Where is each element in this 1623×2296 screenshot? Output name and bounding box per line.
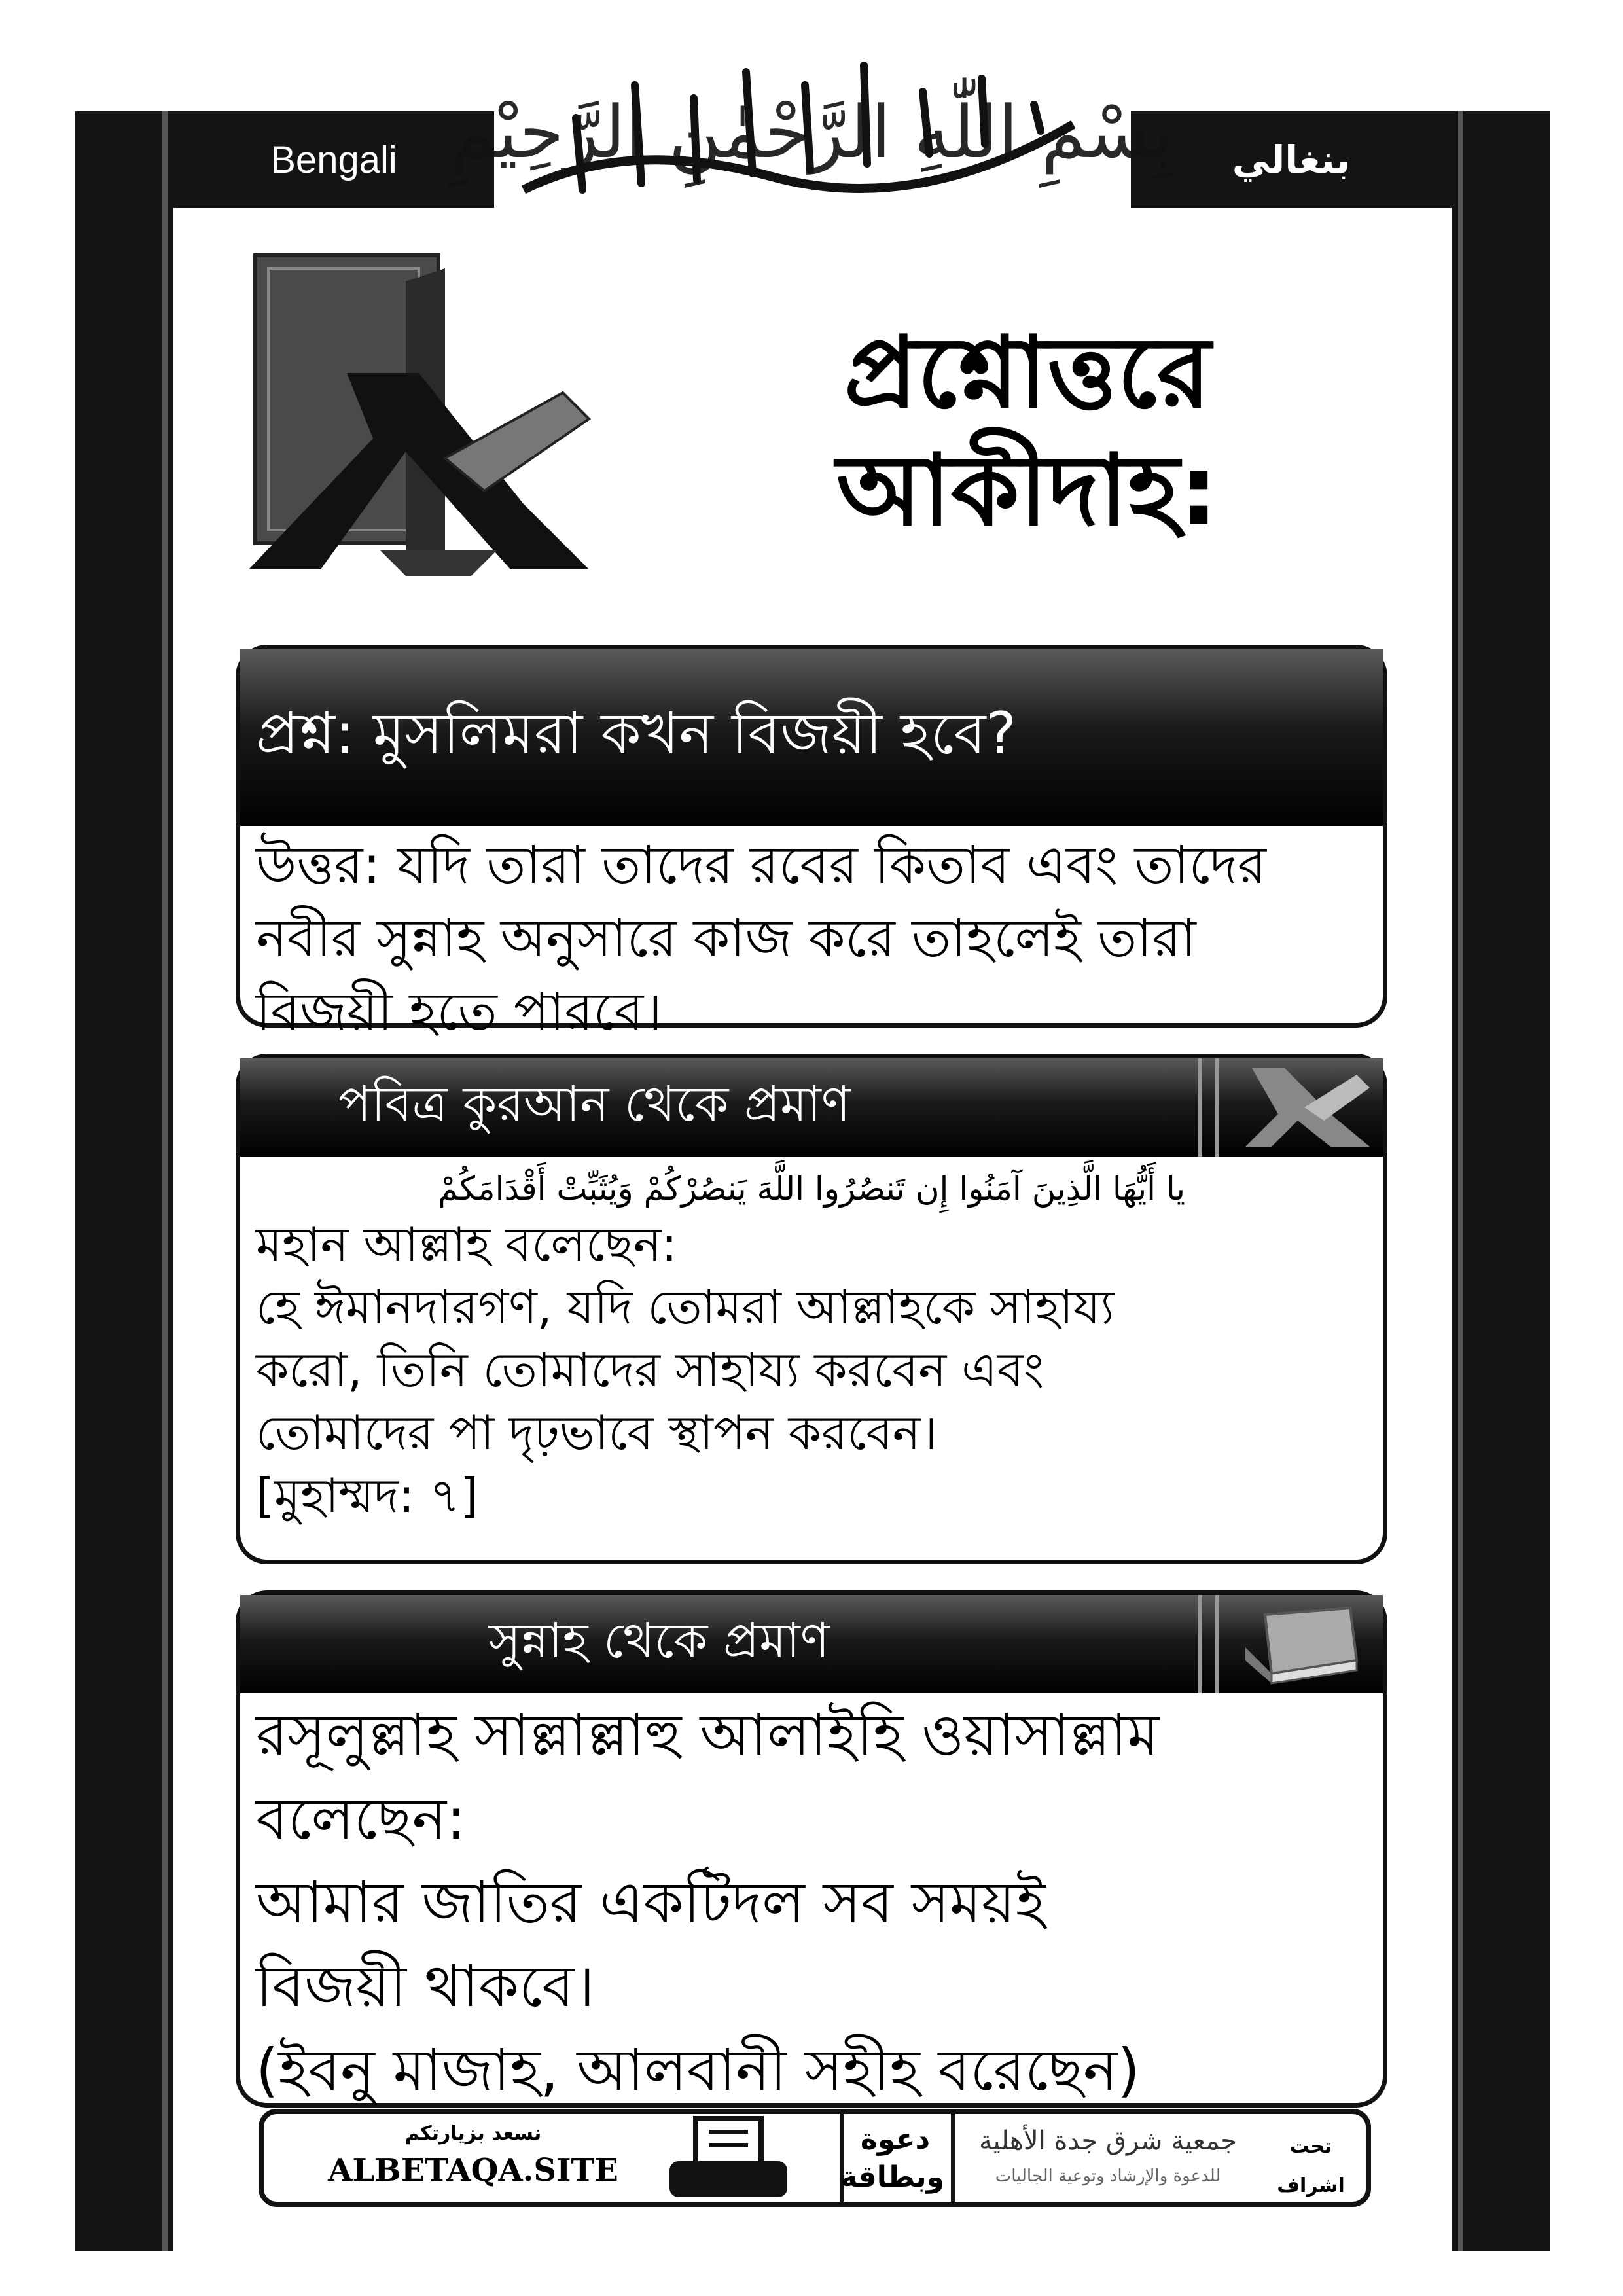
sunnah-section-header [240, 1595, 1383, 1693]
sunnah-evidence-card [236, 1590, 1387, 2108]
quran-arabic-verse: يا أَيُّهَا الَّذِينَ آمَنُوا إِن تَنصُرُوا اللَّهَ يَنصُرْكُمْ وَيُثَبِّتْ أَقْدَامَكُمْ [437, 1170, 1186, 1208]
question-card [236, 645, 1387, 1042]
printer-icon [663, 2115, 794, 2200]
answer-line: নবীর সুন্নাহ অনুসারে কাজ করে তাহলেই তারা [256, 908, 1196, 969]
quran-line: করো, তিনি তোমাদের সাহায্য করবেন এবং [256, 1342, 1044, 1397]
sunnah-reference: (ইবনু মাজাহ, আলবানী সহীহ বরেছেন) [256, 2036, 1140, 2104]
sunnah-heading: সুন্নাহ থেকে প্রমাণ [489, 1612, 830, 1669]
quran-stand-icon [1232, 1062, 1376, 1153]
book-icon [1239, 1602, 1370, 1687]
header-divider [1198, 1058, 1219, 1157]
dawah-logo: دعوة وبطاقة [840, 2123, 944, 2194]
supervision-label [1272, 2127, 1350, 2206]
frame-left-bar [75, 111, 173, 2251]
answer-line: বিজয়ী হতে পারবে। [256, 981, 662, 1042]
visit-text: نسعد بزيارتكم [404, 2122, 542, 2145]
sunnah-line: রসূলুল্লাহ সাল্লাল্লাহু আলাইহি ওয়াসাল্লাম [256, 1701, 1160, 1768]
footer-divider [951, 2114, 955, 2202]
footer-bar [259, 2109, 1371, 2207]
quran-stand-icon [249, 242, 602, 583]
sunnah-text [240, 1693, 1383, 2112]
sunnah-line: বলেছেন: [256, 1785, 466, 1852]
association-name: جمعية شرق جدة الأهلية [979, 2126, 1237, 2156]
language-tab-english: Bengali [173, 111, 494, 208]
quran-reference: [মুহাম্মদ: ৭] [256, 1468, 479, 1523]
title-line-1: প্রশ্নোত্তরে [844, 316, 1211, 430]
page-title [740, 314, 1315, 550]
sunnah-line: বিজয়ী থাকবে। [256, 1952, 595, 2020]
quran-evidence-card [236, 1054, 1387, 1564]
quran-line: তোমাদের পা দৃঢ়ভাবে স্থাপন করবেন। [256, 1405, 938, 1460]
frame-stripe [162, 111, 168, 2251]
answer-line: উত্তর: যদি তারা তাদের রবের কিতাব এবং তাদের [256, 834, 1266, 895]
quran-section-header [240, 1058, 1383, 1157]
title-line-2: আকীদাহ: [836, 434, 1219, 548]
header-divider [1198, 1595, 1219, 1693]
sunnah-line: আমার জাতির একটিদল সব সময়ই [256, 1869, 1046, 1936]
quran-heading: পবিত্র কুরআন থেকে প্রমাণ [338, 1075, 851, 1132]
bismillah-text: بِسْمِ اللّٰهِ الرَّحْمٰنِ الرَّحِيْمِ [450, 90, 1173, 174]
frame-right-bar [1452, 111, 1550, 2251]
quran-line: মহান আল্লাহ বলেছেন: [256, 1217, 677, 1272]
quran-line: হে ঈমানদারগণ, যদি তোমরা আল্লাহকে সাহায্য [256, 1280, 1115, 1335]
site-link[interactable]: ALBETAQA.SITE [328, 2152, 618, 2189]
answer-text [240, 826, 1383, 1049]
supervision-line: اشراف [1277, 2174, 1345, 2197]
question-heading: প্রশ্ন: মুসলিমরা কখন বিজয়ী হবে? [240, 649, 1383, 826]
association-tagline: للدعوة والإرشاد وتوعية الجاليات [995, 2166, 1221, 2186]
quran-translation [256, 1213, 1367, 1527]
language-tab-arabic: بنغالي [1131, 111, 1452, 208]
supervision-line: تحت [1289, 2135, 1332, 2158]
bismillah-calligraphy [450, 26, 1173, 223]
frame-stripe [1458, 111, 1463, 2251]
